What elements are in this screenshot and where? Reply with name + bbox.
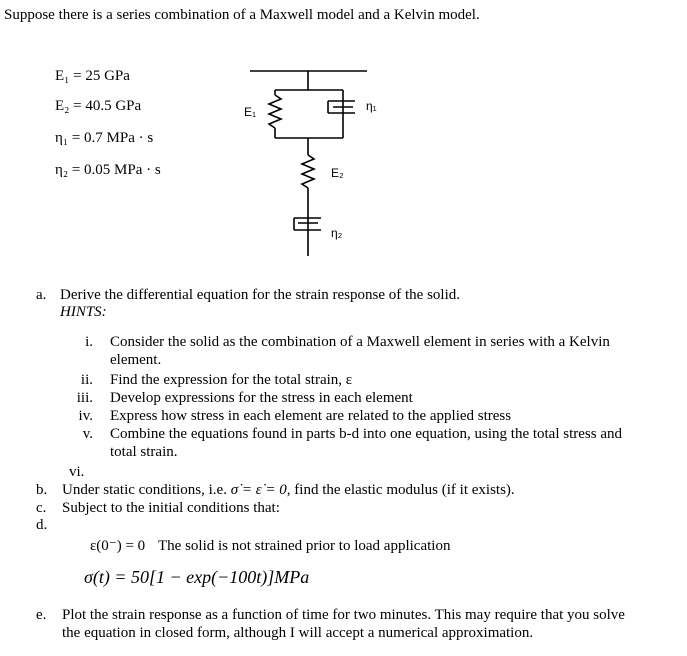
initial-condition-equation: ε(0⁻) = 0 [90, 538, 146, 554]
part-a-marker: a. [36, 287, 47, 303]
initial-condition-text: The solid is not strained prior to load application [158, 538, 451, 554]
hint-1-num: i. [85, 334, 93, 350]
label-eta2: η₂ [331, 226, 343, 240]
param-eta1: η₁ = 0.7 MPa · s [55, 130, 154, 146]
hint-1-line-2: element. [110, 352, 162, 368]
label-eta1: η₁ [366, 99, 377, 113]
hint-5-line-2: total strain. [110, 444, 178, 460]
viscoelastic-model-diagram [235, 60, 415, 260]
part-a-text: Derive the differential equation for the strain response of the solid. [60, 287, 461, 303]
hint-6-num: vi. [69, 464, 85, 480]
spring-e1 [269, 95, 281, 128]
intro-text: Suppose there is a series combination of a Maxwell model and a Kelvin model. [4, 7, 480, 23]
param-e2: E₂ = 40.5 GPa [55, 98, 142, 114]
label-e2: E₂ [331, 166, 344, 180]
part-b-pre: Under static conditions, i.e. [62, 482, 231, 498]
hint-4-num: iv. [78, 408, 93, 424]
param-eta2: η₂ = 0.05 MPa · s [55, 162, 161, 178]
part-b-marker: b. [36, 482, 48, 498]
hint-2-line-1: Find the expression for the total strain, ε [110, 372, 353, 388]
stress-equation: σ(t) = 50[1 − exp(−100t)]MPa [84, 567, 310, 587]
part-c-text: Subject to the initial conditions that: [62, 500, 280, 516]
spring-e2 [302, 155, 314, 188]
part-b-equation: σ̇ = ε̇ = 0 [230, 482, 287, 498]
label-e1: E₁ [244, 105, 257, 119]
hint-3-line-1: Develop expressions for the stress in each element [110, 390, 413, 406]
part-c-marker: c. [36, 500, 47, 516]
part-b-text [62, 481, 515, 499]
part-b-post: , find the elastic modulus (if it exists). [286, 482, 515, 498]
part-d-marker: d. [36, 517, 48, 533]
part-e-marker: e. [36, 607, 47, 623]
param-e1: E₁ = 25 GPa [55, 68, 130, 84]
part-e-line-1: Plot the strain response as a function of time for two minutes. This may require that you solve [62, 607, 625, 623]
hint-5-num: v. [82, 426, 93, 442]
hint-3-num: iii. [76, 390, 93, 406]
hint-5-line-1: Combine the equations found in parts b-d into one equation, using the total stress and [110, 426, 622, 442]
dashpot-eta1 [328, 101, 355, 113]
hint-4-line-1: Express how stress in each element are related to the applied stress [110, 408, 512, 424]
part-e-line-2: the equation in closed form, although I will accept a numerical approximation. [62, 625, 534, 641]
hint-1-line-1: Consider the solid as the combination of a Maxwell element in series with a Kelvin [110, 334, 610, 350]
hints-label: HINTS: [60, 304, 107, 320]
hint-2-num: ii. [80, 372, 93, 388]
